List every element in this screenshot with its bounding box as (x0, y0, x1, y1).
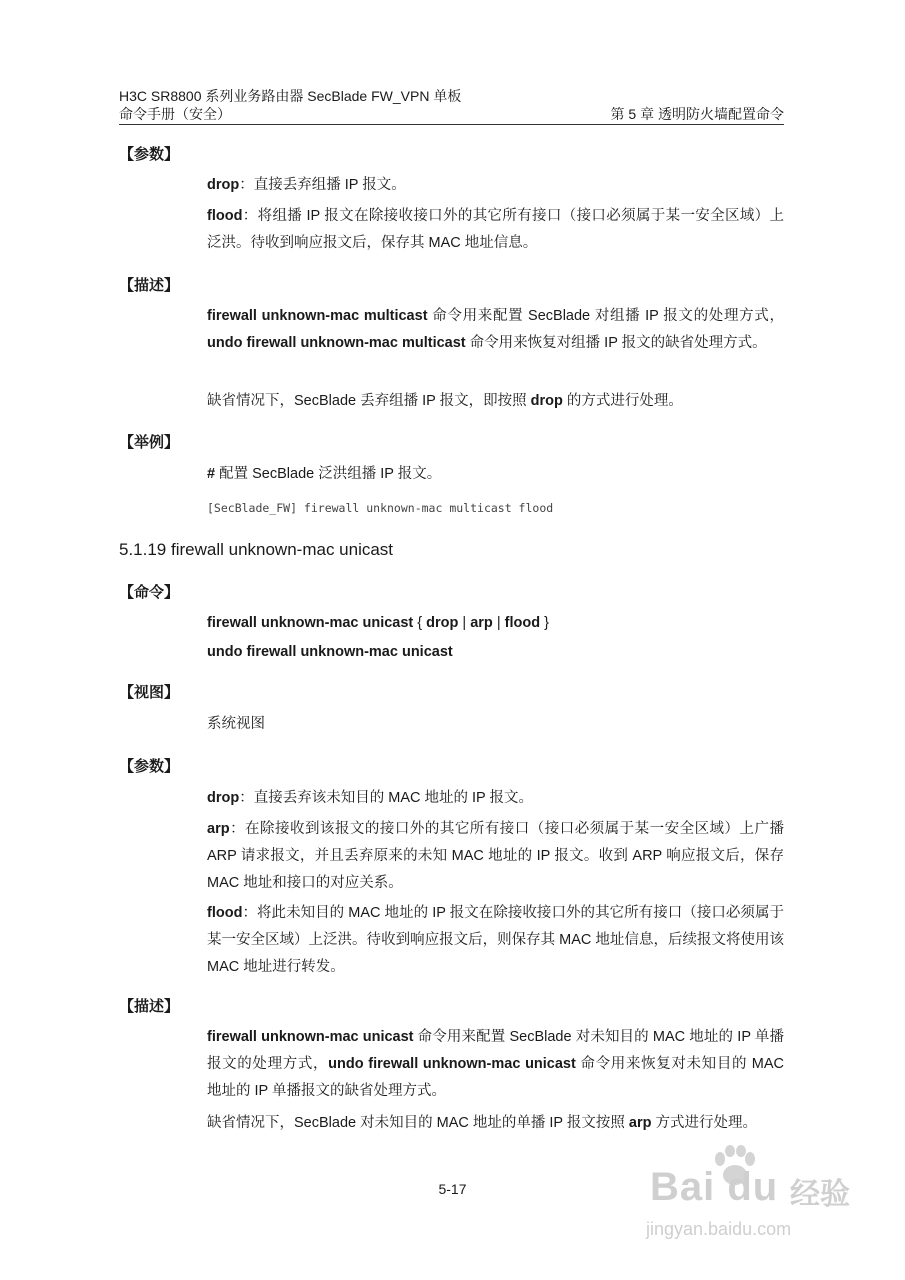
param-keyword: arp (207, 821, 230, 837)
default-paragraph (207, 388, 784, 415)
description-text: 命令用来恢复对组播 IP 报文的缺省处理方式。 (465, 335, 767, 351)
params-heading: 【参数】 (119, 146, 180, 163)
syntax-option: arp (470, 615, 493, 631)
header-chapter: 第 5 章 透明防火墙配置命令 (610, 106, 784, 122)
example-heading: 【举例】 (119, 434, 180, 451)
syntax-brace: } (540, 615, 549, 631)
comment-text: 配置 SecBlade 泛洪组播 IP 报文。 (215, 466, 442, 482)
watermark-brand: Bai du (650, 1165, 779, 1209)
example-comment (207, 461, 784, 488)
param-text: ：直接丢弃该未知目的 MAC 地址的 IP 报文。 (239, 790, 533, 806)
default-paragraph (207, 1110, 784, 1137)
default-text: 方式进行处理。 (651, 1115, 758, 1131)
view-text: 系统视图 (207, 716, 265, 732)
code-example: [SecBlade_FW] firewall unknown-mac multicast flood (207, 501, 554, 515)
syntax-separator: | (458, 615, 471, 631)
command-heading: 【命令】 (119, 584, 180, 601)
description-text: 命令用来配置 SecBlade 对组播 IP 报文的处理方式， (427, 308, 784, 324)
command-name: firewall unknown-mac unicast (207, 615, 414, 631)
param-keyword: drop (207, 177, 240, 193)
header-subtitle: 命令手册（安全） (119, 106, 231, 122)
description-text: 命令用来配置 SecBlade 对未知目的 MAC 地址的 IP 单播报文的处理方式， (207, 1029, 784, 1072)
description-paragraph (207, 303, 784, 357)
command-name: undo firewall unknown-mac multicast (207, 335, 466, 351)
param-arp (207, 816, 784, 897)
param-keyword: flood (207, 208, 243, 224)
default-text: 缺省情况下，SecBlade 丢弃组播 IP 报文，即按照 (207, 393, 531, 409)
param-text: ：在除接收到该报文的接口外的其它所有接口（接口必须属于某一安全区域）上广播 ARP 请求报文，并且丢弃原来的未知 MAC 地址的 IP 报文。收到 ARP 响应报文后，保存 MAC 地址和接口的对应关系。 (207, 821, 784, 891)
param-flood (207, 203, 784, 257)
header-divider (119, 124, 784, 125)
header-title: H3C SR8800 系列业务路由器 SecBlade FW_VPN 单板 (119, 88, 462, 104)
param-keyword: flood (207, 905, 243, 921)
watermark-cn: 经验 (790, 1178, 850, 1211)
command-name: firewall unknown-mac multicast (207, 308, 428, 324)
command-syntax (207, 610, 784, 637)
default-keyword: arp (628, 1115, 652, 1131)
param-drop (207, 785, 784, 812)
default-text: 缺省情况下，SecBlade 对未知目的 MAC 地址的单播 IP 报文按照 (207, 1115, 629, 1131)
description-paragraph (207, 1024, 784, 1105)
params-heading: 【参数】 (119, 758, 180, 775)
param-text: ：将此未知目的 MAC 地址的 IP 报文在除接收接口外的其它所有接口（接口必须属于某一安全区域）上泛洪。待收到响应报文后，则保存其 MAC 地址信息，后续报文将使用该 MAC 地址进行转发。 (207, 905, 784, 975)
param-flood (207, 900, 784, 981)
default-keyword: drop (530, 393, 563, 409)
view-heading: 【视图】 (119, 684, 180, 701)
description-heading: 【描述】 (119, 277, 180, 294)
description-text: 命令用来恢复对未知目的 MAC 地址的 IP 单播报文的缺省处理方式。 (207, 1056, 785, 1099)
page-number: 5-17 (438, 1181, 467, 1197)
param-text: ：直接丢弃组播 IP 报文。 (239, 177, 406, 193)
param-text: ：将组播 IP 报文在除接收接口外的其它所有接口（接口必须属于某一安全区域）上泛洪。待收到响应报文后，保存其 MAC 地址信息。 (207, 208, 784, 251)
syntax-option: drop (426, 615, 459, 631)
param-keyword: drop (207, 790, 240, 806)
default-text: 的方式进行处理。 (562, 393, 683, 409)
syntax-option: flood (504, 615, 541, 631)
description-heading: 【描述】 (119, 998, 180, 1015)
undo-command-syntax: undo firewall unknown-mac unicast (207, 644, 453, 660)
watermark-url: jingyan.baidu.com (646, 1219, 792, 1239)
command-name: firewall unknown-mac unicast (207, 1029, 414, 1045)
section-title: 5.1.19 firewall unknown-mac unicast (119, 540, 394, 559)
comment-hash: # (207, 466, 216, 482)
watermark (640, 1145, 870, 1245)
syntax-brace: { (413, 615, 427, 631)
syntax-separator: | (492, 615, 505, 631)
param-drop (207, 172, 784, 199)
command-name: undo firewall unknown-mac unicast (328, 1056, 576, 1072)
